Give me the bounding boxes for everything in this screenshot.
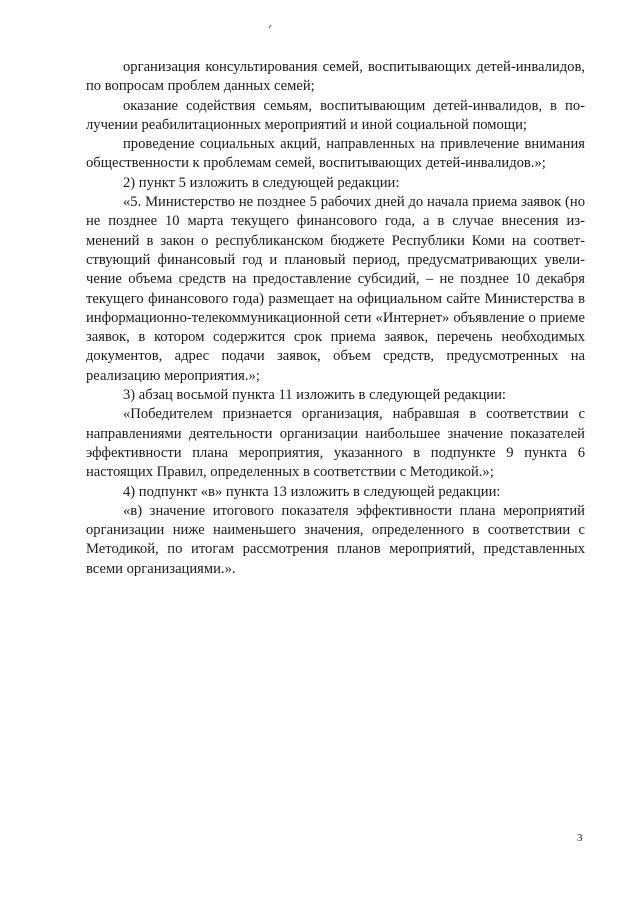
amendment-item-3: 3) абзац восьмой пункта 11 изложить в следующей редакции:: [123, 387, 506, 404]
amendment-item-2: 2) пункт 5 изложить в следующей редакции:: [123, 174, 400, 191]
paragraph-clause-5: «5. Министерство не позднее 5 рабочих дней до начала приема заявок (но не позднее 10 марта текущего финансового года, а в случае внесения изменений в закон о республиканском бюджете Республики Коми на соответствующий финансовый год и плановый период, предусматривающих увеличение объема средств на предоставление субсидий, – не позднее 10 декабря текущего финансового года) размещает на официальном сайте Министерства в информационно-телекоммуникационной сети «Интернет» объявление о приеме заявок, в котором содержится срок приема заявок, перечень необходимых документов, адрес подачи заявок, объем средств, предусмотренных на реализацию мероприятия.»;: [86, 194, 585, 384]
paragraph-assistance: оказание содействия семьям, воспитывающим детей-инвалидов, в получении реабилитационных мероприятий и иной социальной помощи;: [86, 97, 585, 133]
page-number: 3: [577, 832, 583, 844]
paragraph-social-actions: проведение социальных акций, направленных на привлечение внимания общественности к проблемам семей, воспитывающих детей-инвалидов.»;: [86, 136, 585, 172]
paragraph-winner: «Победителем признается организация, набравшая в соответствии с направлениями деятельности организации наибольшее значение показателей эффективности плана мероприятия, указанного в подпункте 9 пункта 6 настоящих Правил, определенных в соответствии с Методикой.»;: [86, 406, 585, 481]
document-body: [86, 58, 585, 579]
amendment-item-4: 4) подпункт «в» пункта 13 изложить в следующей редакции:: [123, 483, 501, 500]
paragraph-consulting: организация консультирования семей, воспитывающих детей-инвалидов, по вопросам проблем данных семей;: [86, 59, 585, 95]
paragraph-subclause-v: «в) значение итогового показателя эффективности плана мероприятий организации ниже наименьшего значения, определенного в соответствии с Методикой, по итогам рассмотрения планов мероприятий, представленных всеми организациями.».: [86, 502, 585, 577]
stray-mark: [268, 25, 271, 29]
